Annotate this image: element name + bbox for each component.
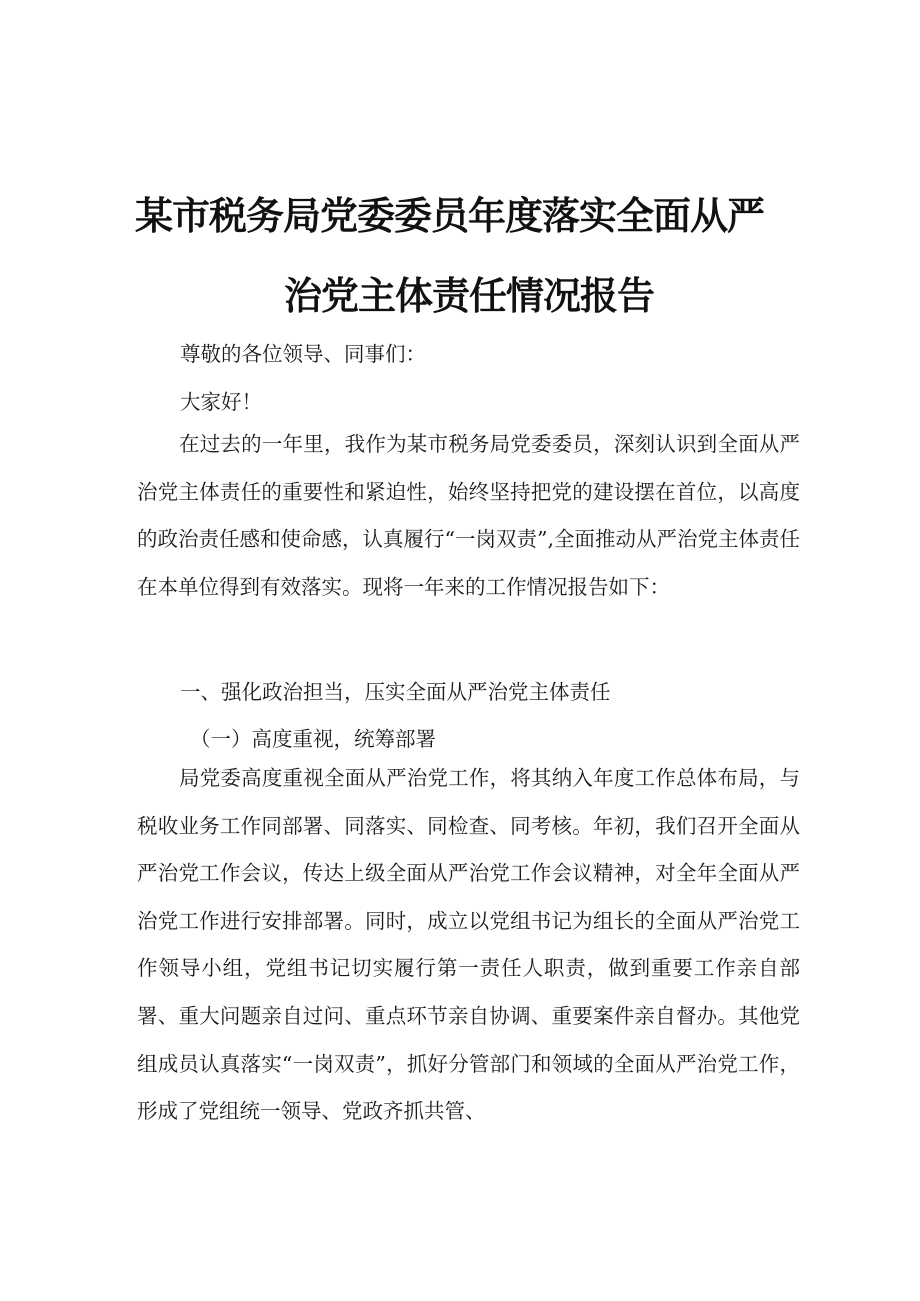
subsection-heading: （一）高度重视，统筹部署 xyxy=(190,727,436,751)
document-title-line-2: 治党主体责任情况报告 xyxy=(284,274,655,318)
greeting: 大家好！ xyxy=(180,390,262,414)
section-paragraph: 局党委高度重视全面从严治党工作，将其纳入年度工作总体布局，与税收业务工作同部署、同落实、同检查、同考核。年初，我们召开全面从严治党工作会议，传达上级全面从严治党工作会议精神，对全年全面从严治党工作进行安排部署。同时，成立以党组书记为组长的全面从严治党工作领导小组，党组书记切实履行第一责任人职责，做到重要工作亲自部署、重大问题亲自过问、重点环节亲自协调、重要案件亲自督办。其他党组成员认真落实“一岗双责”，抓好分管部门和领域的全面从严治党工作，形成了党组统一领导、党政齐抓共管、 xyxy=(137,766,800,1124)
section-heading: 一、强化政治担当，压实全面从严治党主体责任 xyxy=(180,680,611,704)
document-title-line-1: 某市税务局党委委员年度落实全面从严 xyxy=(135,194,765,238)
salutation: 尊敬的各位领导、同事们： xyxy=(180,342,426,366)
intro-paragraph: 在过去的一年里，我作为某市税务局党委委员，深刻认识到全面从严治党主体责任的重要性和紧迫性，始终坚持把党的建设摆在首位，以高度的政治责任感和使命感，认真履行“一岗双责”,全面推动从严治党主体责任在本单位得到有效落实。现将一年来的工作情况报告如下： xyxy=(137,432,800,599)
